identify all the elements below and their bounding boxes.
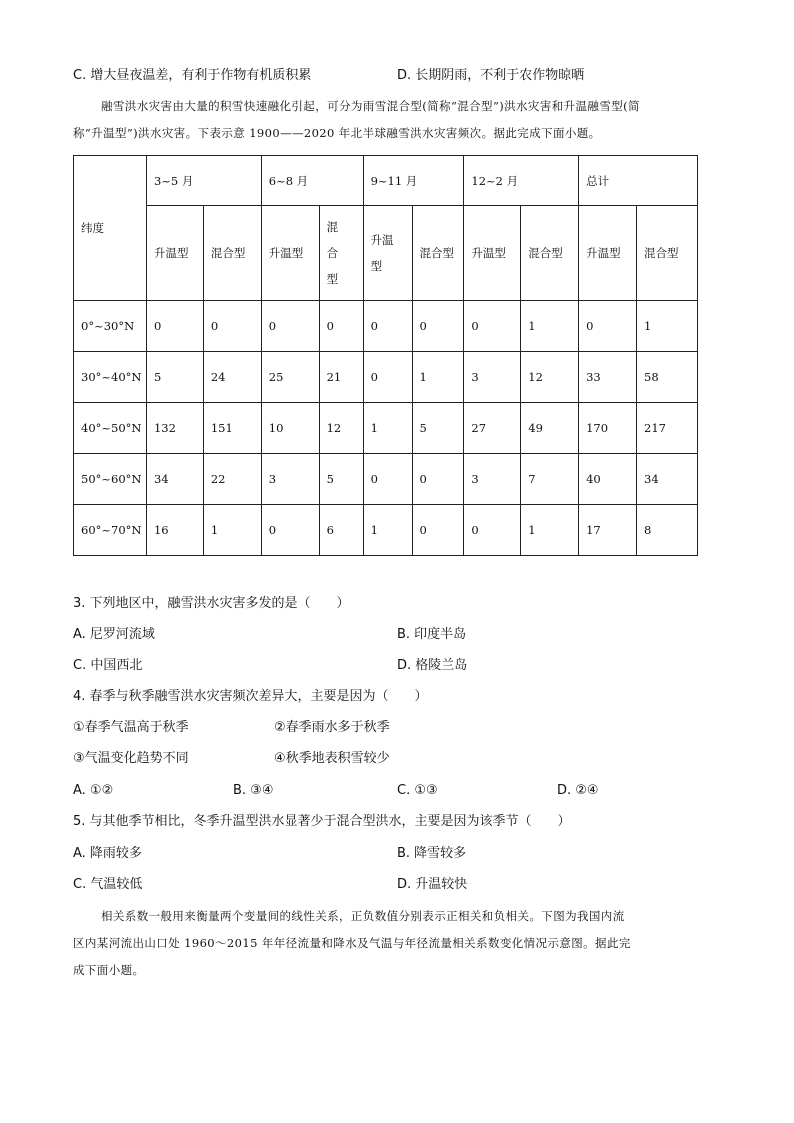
type-header: 混合型 — [319, 206, 363, 301]
value-cell: 10 — [261, 403, 319, 454]
q4-statement-3: ③气温变化趋势不同 — [73, 751, 189, 766]
type-header: 升温型 — [464, 206, 521, 301]
type-header-row — [74, 206, 698, 301]
table-row — [74, 352, 698, 403]
type-header: 混合型 — [521, 206, 579, 301]
question-5-stem: 5. 与其他季节相比，冬季升温型洪水显著少于混合型洪水，主要是因为该季节（ ） — [73, 814, 571, 829]
value-cell: 12 — [521, 352, 579, 403]
value-cell: 21 — [319, 352, 363, 403]
q3-option-d[interactable]: D. 格陵兰岛 — [397, 658, 468, 673]
intro-2-line-1: 相关系数一般用来衡量两个变量间的线性关系，正负数值分别表示正相关和负相关。下图为我国内流 — [101, 909, 625, 923]
q4-option-b[interactable]: B. ③④ — [233, 783, 274, 798]
type-header: 升温型 — [363, 206, 412, 301]
value-cell: 1 — [412, 352, 464, 403]
flood-frequency-table — [73, 155, 698, 556]
value-cell: 27 — [464, 403, 521, 454]
question-4-stem: 4. 春季与秋季融雪洪水灾害频次差异大，主要是因为（ ） — [73, 689, 428, 704]
value-cell: 22 — [203, 454, 261, 505]
value-cell: 3 — [464, 454, 521, 505]
value-cell: 0 — [412, 454, 464, 505]
value-cell: 1 — [203, 505, 261, 556]
value-cell: 3 — [464, 352, 521, 403]
value-cell: 0 — [412, 505, 464, 556]
type-header: 升温型 — [579, 206, 637, 301]
season-header: 3~5 月 — [146, 156, 261, 206]
q3-option-c[interactable]: C. 中国西北 — [73, 658, 143, 673]
intro-paragraph-2 — [73, 903, 723, 984]
value-cell: 0 — [464, 301, 521, 352]
prev-option-d: D. 长期阴雨，不利于农作物晾晒 — [397, 68, 585, 83]
value-cell: 170 — [579, 403, 637, 454]
value-cell: 40 — [579, 454, 637, 505]
value-cell: 1 — [637, 301, 698, 352]
value-cell: 0 — [146, 301, 203, 352]
q4-option-c[interactable]: C. ①③ — [397, 783, 438, 798]
question-3-stem: 3. 下列地区中，融雪洪水灾害多发的是（ ） — [73, 596, 350, 611]
intro-2-line-3: 成下面小题。 — [73, 963, 145, 977]
value-cell: 0 — [363, 352, 412, 403]
q5-option-b[interactable]: B. 降雪较多 — [397, 846, 467, 861]
value-cell: 0 — [319, 301, 363, 352]
value-cell: 1 — [363, 403, 412, 454]
value-cell: 5 — [412, 403, 464, 454]
value-cell: 6 — [319, 505, 363, 556]
type-header: 升温型 — [146, 206, 203, 301]
season-header: 12~2 月 — [464, 156, 579, 206]
type-header: 混合型 — [637, 206, 698, 301]
value-cell: 12 — [319, 403, 363, 454]
q5-option-c[interactable]: C. 气温较低 — [73, 877, 143, 892]
value-cell: 16 — [146, 505, 203, 556]
value-cell: 7 — [521, 454, 579, 505]
latitude-cell: 30°~40°N — [74, 352, 147, 403]
q4-statement-2: ②春季雨水多于秋季 — [274, 720, 390, 735]
value-cell: 0 — [261, 301, 319, 352]
q4-statement-1: ①春季气温高于秋季 — [73, 720, 189, 735]
q5-option-d[interactable]: D. 升温较快 — [397, 877, 468, 892]
value-cell: 0 — [412, 301, 464, 352]
value-cell: 5 — [319, 454, 363, 505]
season-header: 6~8 月 — [261, 156, 363, 206]
type-header: 混合型 — [412, 206, 464, 301]
q3-option-a[interactable]: A. 尼罗河流域 — [73, 627, 155, 642]
value-cell: 25 — [261, 352, 319, 403]
value-cell: 34 — [146, 454, 203, 505]
value-cell: 49 — [521, 403, 579, 454]
table-row — [74, 454, 698, 505]
latitude-cell: 50°~60°N — [74, 454, 147, 505]
value-cell: 58 — [637, 352, 698, 403]
q3-option-b[interactable]: B. 印度半岛 — [397, 627, 467, 642]
latitude-cell: 40°~50°N — [74, 403, 147, 454]
value-cell: 0 — [261, 505, 319, 556]
value-cell: 1 — [363, 505, 412, 556]
latitude-header: 纬度 — [74, 156, 147, 301]
value-cell: 1 — [521, 505, 579, 556]
value-cell: 132 — [146, 403, 203, 454]
table-row — [74, 301, 698, 352]
value-cell: 3 — [261, 454, 319, 505]
q4-statement-4: ④秋季地表积雪较少 — [274, 751, 390, 766]
table-row — [74, 505, 698, 556]
value-cell: 5 — [146, 352, 203, 403]
season-header-row — [74, 156, 698, 206]
value-cell: 0 — [579, 301, 637, 352]
table-row — [74, 403, 698, 454]
type-header: 混合型 — [203, 206, 261, 301]
value-cell: 0 — [363, 454, 412, 505]
intro-2-line-2: 区内某河流出山口处 1960～2015 年年径流量和降水及气温与年径流量相关系数变化情况示意图。据此完 — [73, 936, 631, 950]
value-cell: 1 — [521, 301, 579, 352]
latitude-cell: 60°~70°N — [74, 505, 147, 556]
intro-1-line-1: 融雪洪水灾害由大量的积雪快速融化引起，可分为雨雪混合型(简称“混合型”)洪水灾害和升温融雪型(简 — [101, 99, 640, 113]
value-cell: 151 — [203, 403, 261, 454]
season-header: 9~11 月 — [363, 156, 464, 206]
value-cell: 8 — [637, 505, 698, 556]
intro-paragraph-1 — [73, 93, 723, 147]
value-cell: 24 — [203, 352, 261, 403]
value-cell: 33 — [579, 352, 637, 403]
value-cell: 0 — [464, 505, 521, 556]
latitude-cell: 0°~30°N — [74, 301, 147, 352]
value-cell: 34 — [637, 454, 698, 505]
q5-option-a[interactable]: A. 降雨较多 — [73, 846, 142, 861]
value-cell: 0 — [203, 301, 261, 352]
q4-option-a[interactable]: A. ①② — [73, 783, 114, 798]
value-cell: 17 — [579, 505, 637, 556]
type-header: 升温型 — [261, 206, 319, 301]
prev-option-c: C. 增大昼夜温差，有利于作物有机质积累 — [73, 68, 312, 83]
value-cell: 0 — [363, 301, 412, 352]
value-cell: 217 — [637, 403, 698, 454]
season-header: 总计 — [579, 156, 698, 206]
intro-1-line-2: 称“升温型”)洪水灾害。下表示意 1900——2020 年北半球融雪洪水灾害频次。据此完成下面小题。 — [73, 126, 601, 140]
q4-option-d[interactable]: D. ②④ — [557, 783, 599, 798]
